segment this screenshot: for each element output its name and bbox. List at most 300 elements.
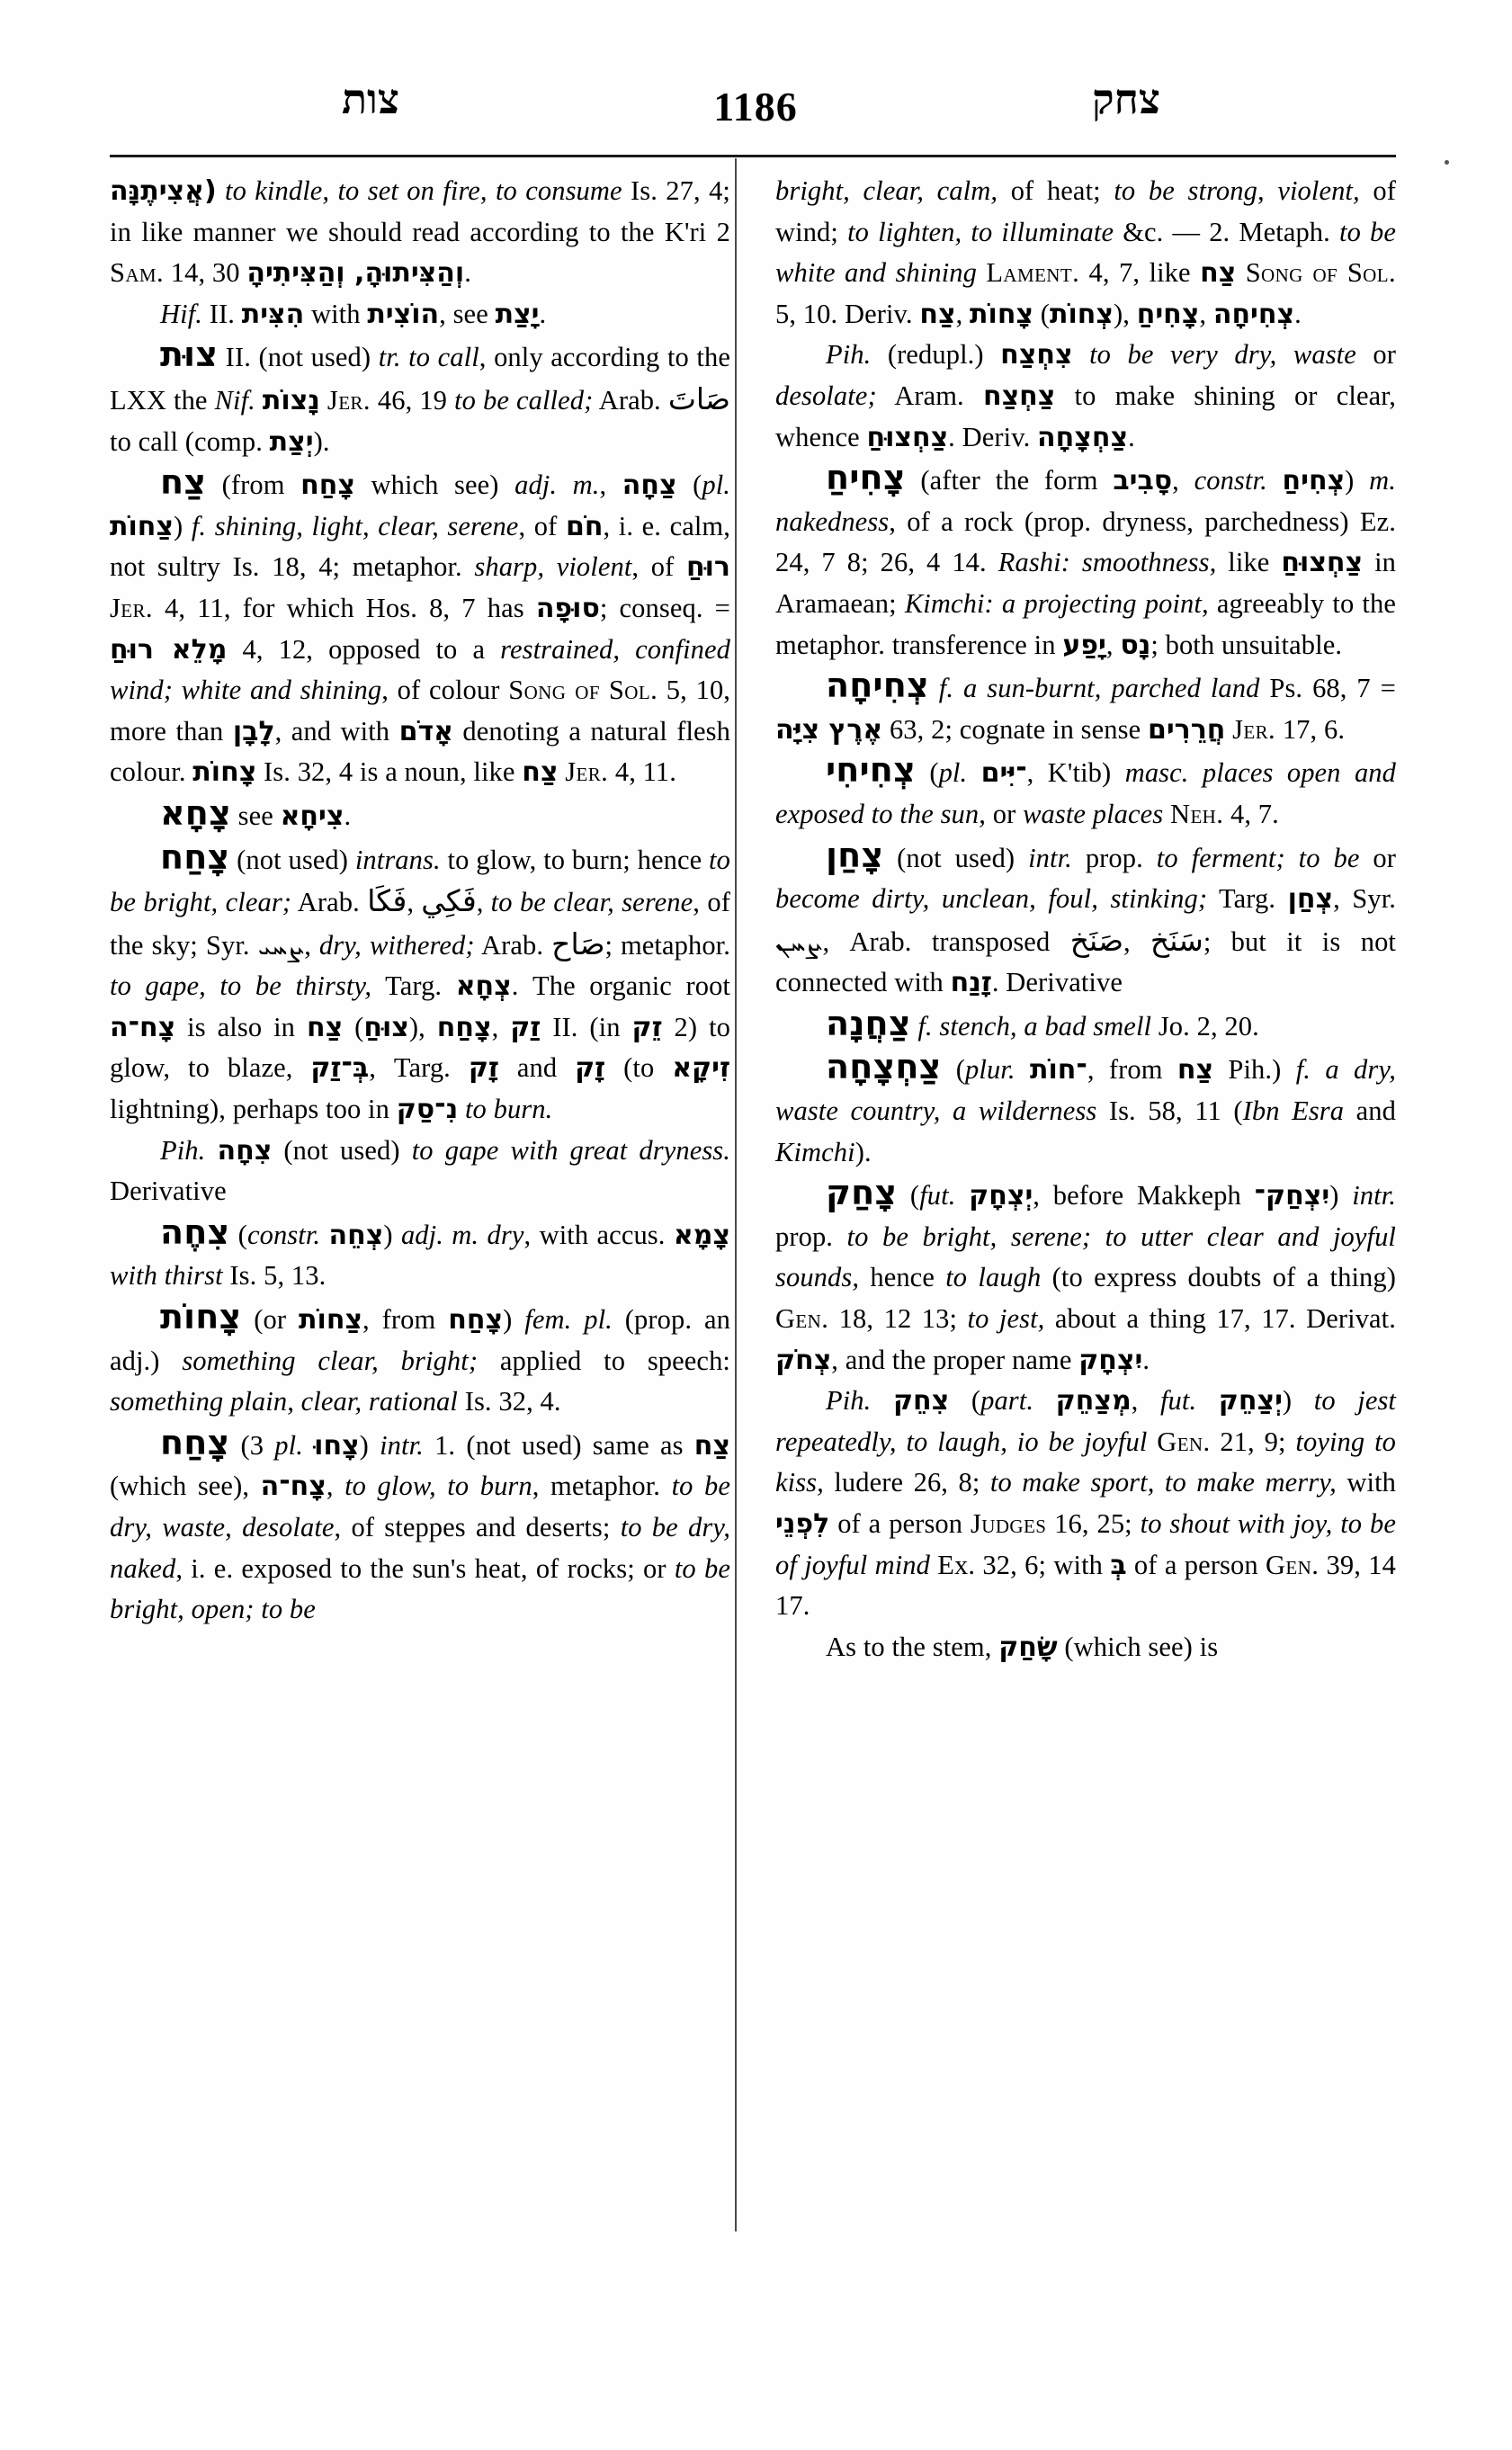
- text-run-rm: Targ.: [1207, 883, 1288, 915]
- text-run-hb: צַח: [306, 1011, 344, 1043]
- text-run-rm: (or: [241, 1304, 300, 1336]
- text-run-it: to jest repeatedly, to laugh, io be joyful: [775, 1385, 1397, 1457]
- text-run-it: f. stench, a bad smell: [917, 1010, 1152, 1042]
- scan-speck: [1445, 160, 1449, 165]
- text-run-rm: ): [1345, 465, 1370, 496]
- dictionary-entry: [775, 1047, 1396, 1173]
- text-run-it: plur.: [965, 1054, 1015, 1086]
- running-head: [108, 76, 1403, 156]
- text-run-rm: (not used): [229, 844, 355, 875]
- text-run-it: Pih.: [160, 1134, 206, 1166]
- text-run-rm: , Syr.: [1333, 883, 1397, 915]
- text-run-rm: II. (not used): [218, 342, 379, 373]
- text-run-sy: ܨܚܢ: [775, 925, 823, 958]
- entry-headword: צָחַן: [826, 835, 884, 875]
- text-run-it: to be white and shining: [775, 216, 1397, 289]
- text-run-hb: חֲרֵרִים: [1147, 713, 1226, 746]
- text-run-rm: 4, 7.: [1223, 798, 1279, 829]
- text-run-hb: בְּ־זַק: [310, 1052, 370, 1085]
- text-run-sc: Judges: [971, 1508, 1047, 1539]
- text-run-rm: ): [503, 1304, 525, 1336]
- text-run-it: bright, clear, calm,: [775, 175, 998, 206]
- text-run-rm: (not used): [272, 1134, 412, 1166]
- text-run-rm: , with accus.: [523, 1219, 674, 1250]
- text-run-rm: or: [986, 798, 1024, 829]
- text-run-hb: צַח: [919, 298, 956, 330]
- text-run-rm: 2) to glow, to blaze,: [110, 1011, 730, 1084]
- text-run-it: intr.: [380, 1429, 424, 1461]
- text-run-hb: וְהַצִּיתוּהָ, וְהַצִּיתִיהָ: [246, 257, 465, 290]
- text-run-rm: 14, 30: [164, 257, 247, 289]
- text-run-rm: (: [897, 1180, 920, 1212]
- page-number: 1186: [713, 84, 798, 130]
- text-run-hb: צָחוֹת: [192, 756, 257, 789]
- text-run-it: to be dry, naked: [110, 1512, 730, 1584]
- text-run-hb: (אֲצִיתֶנָּה: [110, 175, 217, 207]
- text-run-rm: , of a rock (prop. dryness, parchedness) Ez. 24, 7 8; 26, 4 14.: [775, 505, 1396, 578]
- text-run-rm: ,: [1105, 629, 1121, 660]
- text-run-rm: (which see),: [110, 1471, 261, 1502]
- text-run-rm: ,: [1172, 465, 1194, 496]
- text-run-it: intr.: [1352, 1180, 1396, 1212]
- text-run-rm: in Aramaean;: [775, 547, 1397, 619]
- text-run-rm: [1225, 714, 1232, 745]
- text-run-hb: נָס: [1120, 629, 1151, 661]
- text-run-rm: Is. 32, 4.: [457, 1386, 561, 1417]
- text-run-rm: [1015, 1054, 1030, 1085]
- column-divider: [735, 158, 737, 2231]
- text-run-hb: צַחוֹת: [110, 510, 174, 542]
- text-run-it: restrained, confined wind; white and shining: [110, 633, 730, 706]
- text-run-hb: יִצְחַק־: [1254, 1180, 1330, 1212]
- text-run-rm: ,: [491, 1011, 511, 1042]
- text-run-rm: .: [1142, 1344, 1150, 1375]
- text-run-rm: lightning), perhaps too in: [110, 1094, 397, 1125]
- text-run-rm: Arab.: [474, 929, 552, 961]
- text-run-hb: סוּפָה: [535, 592, 600, 624]
- text-run-hb: צְחֹק: [775, 1344, 832, 1376]
- text-run-rm: , and the proper name: [831, 1344, 1079, 1375]
- text-run-it: waste places: [1023, 798, 1164, 829]
- text-run-rm: [1147, 1426, 1157, 1457]
- dictionary-entry: [110, 1131, 730, 1212]
- dictionary-entry: [775, 666, 1396, 750]
- text-run-rm: &c. — 2. Metaph.: [1114, 216, 1339, 247]
- text-run-rm: 5, 10. Deriv.: [775, 298, 920, 329]
- text-run-rm: to call (comp.: [110, 425, 270, 457]
- text-run-it: pl.: [938, 757, 968, 789]
- text-run-it: f. a dry, waste country, a wilderness: [775, 1054, 1396, 1127]
- text-run-it: to be bright, open; to be: [110, 1552, 730, 1625]
- entry-headword: צָחַק: [826, 1173, 898, 1213]
- text-run-sc: Sam.: [110, 257, 165, 289]
- text-run-sy: ܨܚܝ: [257, 929, 305, 961]
- text-run-it: to be strong, violent,: [1114, 175, 1360, 206]
- text-run-rm: , of: [631, 551, 686, 583]
- text-run-rm: [1033, 1385, 1056, 1416]
- text-run-rm: 16, 25;: [1046, 1508, 1141, 1539]
- text-run-rm: , i. e. exposed to the sun's heat, of rocks; or: [175, 1552, 675, 1584]
- text-run-rm: 4, 12, opposed to a: [227, 633, 501, 665]
- text-run-rm: , i. e. calm, not sultry Is. 18, 4; metaphor.: [110, 510, 730, 583]
- text-run-sc: Jer.: [1232, 713, 1276, 745]
- text-run-it: pl.: [702, 469, 731, 501]
- text-run-rm: ; metaphor.: [604, 929, 730, 961]
- text-run-rm: ,: [326, 1471, 345, 1502]
- text-run-it: Kimchi: a projecting point,: [904, 587, 1209, 619]
- text-run-rm: which see): [354, 469, 515, 501]
- text-run-it: to laugh: [945, 1262, 1042, 1293]
- text-run-rm: (redupl.): [871, 339, 1001, 371]
- text-run-sc: Song of Sol.: [508, 675, 658, 706]
- text-run-rm: [1196, 1385, 1219, 1416]
- text-run-hb: יָפַע: [1062, 629, 1106, 661]
- text-run-rm: ): [174, 510, 192, 541]
- text-run-rm: . Derivative: [991, 967, 1123, 998]
- text-run-rm: ; but it is not connected with: [775, 925, 1397, 998]
- text-run-hb: בְּ: [1110, 1549, 1127, 1581]
- text-run-rm: 4, 11, for which Hos. 8, 7 has: [152, 592, 536, 623]
- text-run-rm: 1. (not used) same as: [423, 1429, 694, 1461]
- text-run-it: pl.: [274, 1429, 303, 1461]
- text-run-rm: Targ.: [371, 970, 456, 1002]
- text-run-it: tr. to call: [378, 342, 479, 373]
- text-run-it: to be bright, serene; to utter clear and joyful sounds,: [775, 1221, 1397, 1293]
- dictionary-entry: [110, 837, 730, 1131]
- text-run-it: Pih.: [826, 1385, 872, 1417]
- text-run-rm: Pih.): [1213, 1054, 1296, 1086]
- text-run-it: fut.: [1159, 1385, 1197, 1417]
- text-run-hb: צַח: [693, 1429, 730, 1462]
- text-run-it: to kindle, to set on fire, to consume: [216, 175, 631, 206]
- text-run-rm: .: [464, 257, 471, 289]
- text-run-it: fem. pl.: [524, 1304, 613, 1336]
- dictionary-entry: [110, 462, 730, 793]
- text-run-rm: . The organic root: [511, 970, 730, 1002]
- text-run-it: to glow, to burn: [344, 1471, 532, 1502]
- text-run-rm: [977, 257, 986, 288]
- text-run-hb: צַחְצַח: [982, 380, 1056, 412]
- text-run-rm: (: [676, 469, 702, 501]
- text-run-rm: ),: [1114, 298, 1137, 329]
- text-run-rm: Is. 58, 11 (: [1096, 1095, 1243, 1127]
- text-run-rm: ,: [407, 887, 422, 918]
- header-left-headword: צות: [342, 76, 399, 122]
- text-run-rm: (: [229, 1219, 247, 1250]
- text-run-ar: فَكِي: [421, 883, 477, 919]
- text-run-hb: הִצִּית: [241, 298, 305, 330]
- text-run-hb: רוּחַ: [686, 551, 730, 584]
- column-left: [110, 171, 730, 1631]
- text-run-rm: [929, 673, 939, 703]
- text-run-ar: صَاتَ: [667, 380, 730, 416]
- text-run-hb: צָח־ה: [110, 1011, 176, 1043]
- text-run-hb: צָחוֹת: [970, 298, 1034, 330]
- text-run-hb: מָלֵא רוּחַ: [110, 633, 228, 666]
- text-run-hb: צָחַח: [448, 1304, 504, 1337]
- text-run-rm: denoting a natural flesh colour.: [110, 715, 730, 788]
- text-run-rm: of a person: [1126, 1549, 1266, 1580]
- text-run-rm: ): [383, 1219, 401, 1250]
- text-run-hb: שָׂחַק: [998, 1631, 1058, 1663]
- text-run-it: Nif.: [214, 384, 255, 416]
- text-run-ar: صَنَخ: [1069, 922, 1123, 958]
- text-run-rm: 21, 9;: [1210, 1426, 1296, 1457]
- text-run-it: adj. m.: [514, 469, 600, 501]
- text-run-hb: נִ־סַק: [396, 1094, 459, 1126]
- text-run-it: to be bright, clear;: [110, 844, 730, 918]
- dictionary-entry: [775, 458, 1396, 666]
- text-run-rm: to make shining or clear, whence: [775, 380, 1396, 452]
- text-run-it: to gape, to be thirsty,: [110, 970, 372, 1002]
- text-run-rm: Ps. 68, 7 =: [1259, 673, 1396, 704]
- text-run-hb: מְצַחֵק: [1055, 1385, 1132, 1417]
- text-run-it: something clear, bright;: [182, 1345, 479, 1376]
- entry-headword: צוּת: [160, 335, 219, 375]
- text-run-rm: [255, 385, 263, 416]
- text-run-it: f. a sun-burnt, parched land: [938, 673, 1260, 704]
- text-run-rm: 39, 14 17.: [775, 1549, 1396, 1622]
- text-run-sc: Jer.: [327, 384, 371, 416]
- text-run-rm: , see: [439, 298, 496, 329]
- dictionary-entry: [110, 1297, 730, 1423]
- text-run-rm: ,: [476, 887, 491, 918]
- text-run-rm: 18, 12 13;: [828, 1303, 968, 1335]
- text-run-rm: (: [949, 1385, 981, 1417]
- text-run-rm: or: [1355, 339, 1396, 371]
- text-run-hb: יְצְחָק: [969, 1180, 1033, 1212]
- text-run-rm: , from: [1087, 1054, 1177, 1086]
- text-run-rm: Aram.: [876, 380, 983, 411]
- header-rule: [110, 155, 1396, 157]
- text-run-hb: צַחָה: [622, 469, 677, 502]
- text-run-rm: ,: [599, 469, 622, 501]
- text-run-rm: (to express doubts of a thing): [1041, 1262, 1397, 1293]
- text-run-hb: צִיחָא: [280, 800, 344, 832]
- text-run-hb: נָצוֹת: [262, 384, 320, 416]
- text-run-hb: זָנַח: [950, 967, 992, 999]
- text-run-sc: Gen.: [1157, 1426, 1211, 1457]
- text-run-sc: Jer.: [565, 756, 609, 788]
- text-run-it: to be very dry, waste: [1089, 339, 1356, 371]
- text-run-rm: Is. 27, 4; in like manner we should read according to the K'ri 2: [110, 175, 730, 247]
- column-right: [775, 171, 1396, 1668]
- entry-headword: צָחַח: [160, 836, 230, 877]
- text-run-it: m. nakedness: [775, 465, 1396, 537]
- text-run-rm: [1073, 339, 1090, 370]
- text-run-rm: , of: [518, 510, 566, 541]
- text-run-rm: like: [1216, 547, 1282, 578]
- dictionary-entry: [775, 1381, 1396, 1627]
- text-run-rm: to glow, to burn; hence: [440, 844, 710, 875]
- text-run-rm: ; both unsuitable.: [1150, 629, 1343, 660]
- text-run-rm: ,: [955, 298, 971, 329]
- text-run-hb: צַחְצָחָה: [1037, 421, 1129, 453]
- text-run-rm: [955, 1180, 969, 1211]
- text-run-rm: , Targ.: [369, 1052, 469, 1084]
- text-run-rm: (to: [605, 1052, 673, 1084]
- text-run-hb: צְחַן: [1287, 883, 1334, 916]
- text-run-it: to jest,: [967, 1303, 1045, 1335]
- text-run-hb: צְחָא: [455, 970, 512, 1003]
- text-run-rm: [303, 1430, 314, 1461]
- text-run-it: adj. m. dry: [400, 1219, 524, 1250]
- entry-headword: צַחֲנָה: [826, 1003, 911, 1043]
- text-run-rm: [1236, 257, 1245, 288]
- text-run-rm: and: [1344, 1095, 1397, 1127]
- text-run-hb: לָבָן: [232, 715, 275, 747]
- text-run-rm: , of the sky; Syr.: [110, 887, 730, 961]
- text-run-hb: יְצַחֵק: [1218, 1385, 1283, 1417]
- entry-headword: צַח: [160, 462, 207, 503]
- text-run-hb: זָק: [575, 1052, 606, 1085]
- text-run-rm: [1285, 843, 1299, 873]
- text-run-rm: agreeably to the metaphor. transference in: [775, 587, 1396, 660]
- text-run-it: fut.: [919, 1180, 956, 1212]
- text-run-rm: see: [230, 800, 281, 831]
- text-run-it: Hif.: [160, 298, 202, 329]
- text-run-it: toying to kiss,: [775, 1426, 1396, 1498]
- text-run-rm: II. (in: [541, 1011, 632, 1042]
- text-run-rm: Derivative: [110, 1176, 227, 1207]
- text-run-it: constr.: [246, 1219, 321, 1250]
- text-run-rm: hence: [859, 1262, 946, 1293]
- text-run-rm: [1267, 465, 1283, 496]
- text-run-it: intr.: [1028, 842, 1072, 873]
- text-run-it: intrans.: [354, 844, 441, 875]
- text-run-rm: (: [941, 1054, 966, 1086]
- text-run-rm: Ex. 32, 6; with: [930, 1549, 1111, 1580]
- text-run-hb: חֹם: [565, 510, 604, 542]
- text-run-hb: צַח: [1200, 257, 1237, 290]
- text-run-rm: [458, 1094, 465, 1124]
- text-run-rm: , only according to the LXX the: [110, 342, 730, 416]
- text-run-sc: Neh.: [1170, 798, 1224, 829]
- text-run-it: to gape with great dryness.: [411, 1134, 730, 1166]
- text-run-hb: יְצַת: [269, 425, 314, 458]
- dictionary-entry: [775, 1173, 1396, 1381]
- text-run-rm: (after the form: [905, 465, 1114, 496]
- text-run-rm: As to the stem,: [826, 1631, 999, 1662]
- text-run-rm: about a thing 17, 17. Derivat.: [1044, 1303, 1396, 1335]
- text-run-hb: לִפְנֵי: [775, 1508, 830, 1540]
- text-run-rm: or: [1359, 842, 1397, 873]
- entry-headword: צָחִיחַ: [826, 458, 906, 498]
- text-run-rm: .: [539, 298, 547, 329]
- text-run-rm: ): [359, 1429, 380, 1461]
- text-run-hb: אָדֹם: [398, 715, 453, 747]
- entry-headword: צַחְצָחָה: [826, 1047, 942, 1087]
- text-run-it: Pih.: [826, 339, 872, 371]
- text-run-hb: צַחוֹת: [299, 1304, 363, 1337]
- dictionary-entry: [775, 836, 1396, 1004]
- text-run-rm: ): [1282, 1385, 1314, 1417]
- text-run-rm: ,: [1123, 925, 1150, 957]
- text-run-hb: צִחְצַח: [1000, 339, 1073, 371]
- text-run-rm: (which see) is: [1057, 1631, 1219, 1662]
- text-run-sc: Jer.: [110, 592, 153, 623]
- header-right-headword: צחק: [1092, 76, 1160, 122]
- text-run-rm: 4, 11.: [608, 756, 676, 788]
- text-run-hb: סָבִיב: [1113, 465, 1173, 497]
- text-run-hb: צָחַח: [436, 1011, 492, 1043]
- text-run-sc: Lament.: [986, 257, 1080, 289]
- text-run-rm: ; conseq. =: [599, 592, 730, 623]
- text-run-rm: [871, 1385, 893, 1416]
- text-run-rm: 46, 19: [370, 384, 455, 416]
- entry-headword: צִחֶה: [160, 1212, 230, 1252]
- text-run-hb: צְחֵה: [328, 1219, 384, 1251]
- text-run-it: Kimchi: [775, 1136, 855, 1167]
- text-run-rm: , and with: [274, 715, 399, 747]
- text-run-hb: צַח: [522, 756, 559, 789]
- text-run-hb: צָחִיחַ: [1136, 298, 1200, 330]
- entry-headword: צָחָא: [160, 792, 231, 833]
- text-run-rm: . Deriv.: [948, 421, 1038, 452]
- text-run-rm: prop.: [1071, 842, 1157, 873]
- entry-headword: צְחִיחָה: [826, 666, 929, 706]
- text-run-hb: צָמָא: [673, 1219, 731, 1251]
- text-run-hb: זִיקָא: [672, 1052, 730, 1085]
- dictionary-entry: [110, 335, 730, 462]
- text-run-hb: צוּחַ: [363, 1011, 409, 1043]
- text-run-it: constr.: [1194, 465, 1267, 496]
- entry-headword: צָחוֹת: [160, 1297, 242, 1337]
- text-run-sc: Gen.: [1266, 1549, 1320, 1580]
- dictionary-entry: [110, 1423, 730, 1631]
- text-run-rm: (: [1033, 298, 1051, 329]
- text-run-hb: צַח: [1176, 1054, 1214, 1086]
- text-run-it: sharp, violent: [474, 551, 632, 583]
- text-run-rm: and: [498, 1052, 576, 1084]
- text-run-ar: سَنَخ: [1150, 922, 1203, 958]
- text-run-rm: .: [344, 800, 352, 831]
- text-run-rm: Arab.: [593, 384, 668, 416]
- text-run-hb: צַחְצוּחַ: [1281, 547, 1364, 579]
- text-run-rm: , before Makkeph: [1033, 1180, 1255, 1212]
- text-run-hb: זֵק: [631, 1011, 663, 1043]
- text-run-rm: ),: [408, 1011, 437, 1042]
- text-run-it: to shout with joy, to be of joyful mind: [775, 1508, 1396, 1580]
- text-run-it: become dirty, unclean, foul, stinking;: [775, 883, 1208, 915]
- text-run-rm: prop.: [775, 1221, 847, 1252]
- text-run-rm: ).: [854, 1136, 872, 1167]
- text-run-hb: ־יִּים: [980, 757, 1027, 790]
- text-run-rm: 63, 2; cognate in sense: [882, 713, 1148, 745]
- text-run-rm: [967, 757, 980, 788]
- text-run-it: masc. places open and exposed to the sun,: [775, 757, 1396, 829]
- text-run-hb: אֶרֶץ צִיָּה: [775, 713, 883, 746]
- text-run-rm: , of steppes and deserts;: [334, 1512, 621, 1542]
- dictionary-entry: [775, 750, 1396, 835]
- dictionary-entry: [775, 335, 1396, 458]
- text-run-it: dry, withered;: [318, 929, 475, 961]
- text-run-rm: of heat;: [998, 175, 1114, 206]
- text-run-hb: צְחוֹת: [1050, 298, 1114, 330]
- text-run-rm: Is. 5, 13.: [222, 1260, 327, 1292]
- text-run-hb: צִחָה: [217, 1134, 273, 1167]
- text-run-rm: (: [343, 1011, 364, 1042]
- text-run-rm: Jo. 2, 20.: [1151, 1010, 1259, 1042]
- text-run-rm: applied to speech:: [478, 1345, 730, 1376]
- text-run-rm: Is. 32, 4 is a noun, like: [256, 756, 523, 788]
- text-run-rm: with: [1336, 1467, 1396, 1498]
- text-run-rm: , of colour: [381, 675, 509, 706]
- text-run-rm: (not used): [883, 842, 1029, 873]
- text-run-hb: זָק: [468, 1052, 499, 1085]
- text-run-rm: [320, 1220, 328, 1250]
- text-run-ar: صَاح: [551, 925, 605, 961]
